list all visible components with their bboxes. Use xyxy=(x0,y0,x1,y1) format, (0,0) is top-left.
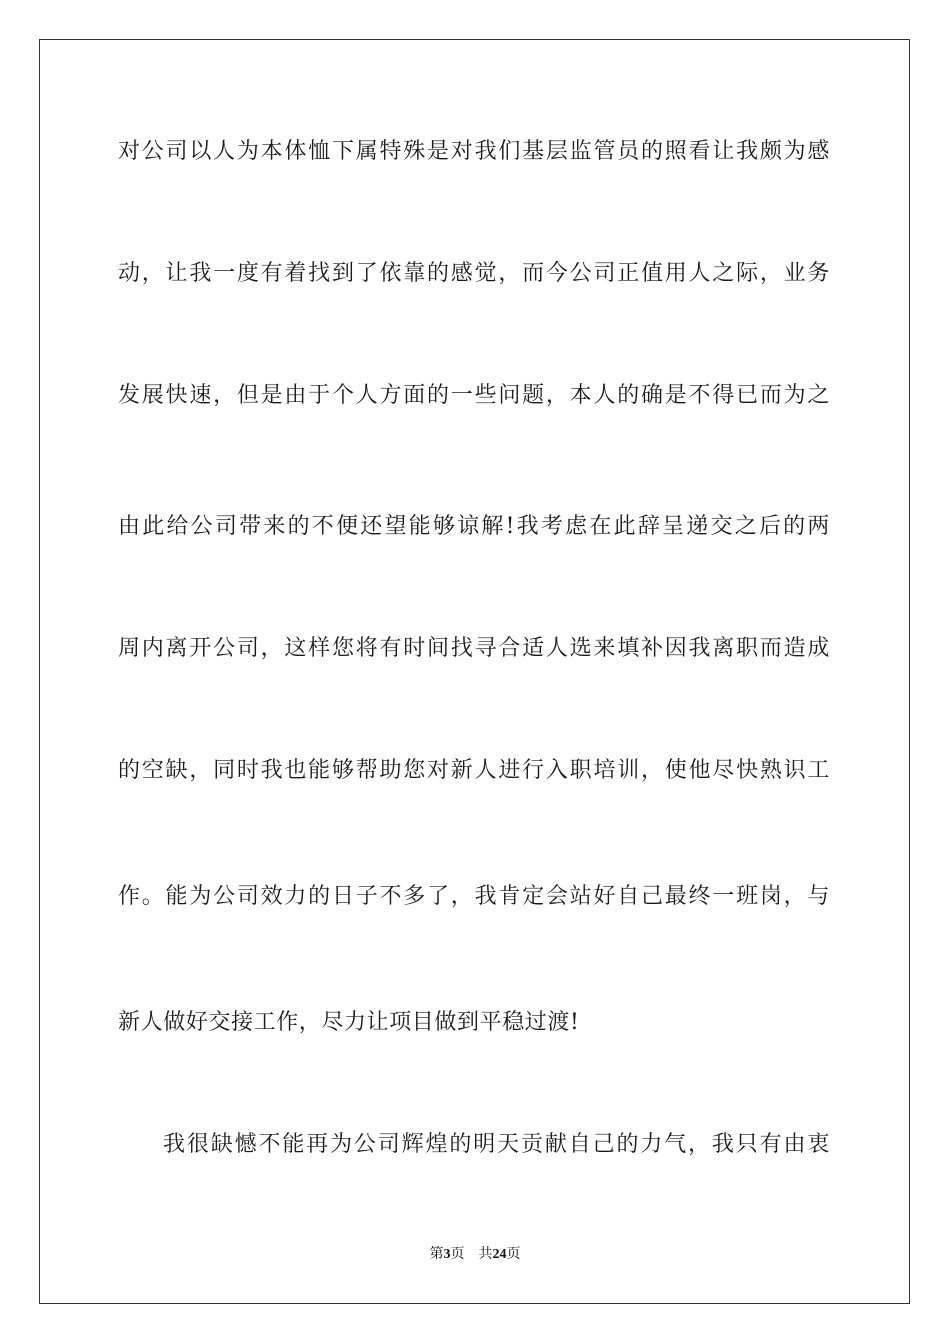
body-text-line-3: 发展快速，但是由于个人方面的一些问题，本人的确是不得已而为之 xyxy=(118,383,830,408)
page-number: 3 xyxy=(443,1247,451,1262)
body-text-line-4: 由此给公司带来的不便还望能够谅解!我考虑在此辞呈递交之后的两 xyxy=(118,514,830,539)
body-text-line-9: 我很缺憾不能再为公司辉煌的明天贡献自己的力气，我只有由衷 xyxy=(163,1132,830,1157)
page-label-suffix: 页 xyxy=(450,1247,465,1262)
page-border xyxy=(39,39,910,1304)
body-text-line-2: 动，让我一度有着找到了依靠的感觉，而今公司正值用人之际，业务 xyxy=(118,261,830,286)
body-text-line-1: 对公司以人为本体恤下属特殊是对我们基层监管员的照看让我颇为感 xyxy=(118,139,830,164)
body-text-line-8: 新人做好交接工作，尽力让项目做到平稳过渡! xyxy=(118,1010,580,1035)
page-footer xyxy=(0,1246,950,1264)
total-pages: 24 xyxy=(492,1247,507,1262)
body-text-line-5: 周内离开公司，这样您将有时间找寻合适人选来填补因我离职而造成 xyxy=(118,636,830,661)
page-label-prefix: 第 xyxy=(429,1247,444,1262)
total-label-prefix: 共 xyxy=(478,1247,493,1262)
body-text-line-7: 作。能为公司效力的日子不多了，我肯定会站好自己最终一班岗，与 xyxy=(118,884,830,909)
body-text-line-6: 的空缺，同时我也能够帮助您对新人进行入职培训，使他尽快熟识工 xyxy=(118,758,830,783)
total-label-suffix: 页 xyxy=(506,1247,521,1262)
